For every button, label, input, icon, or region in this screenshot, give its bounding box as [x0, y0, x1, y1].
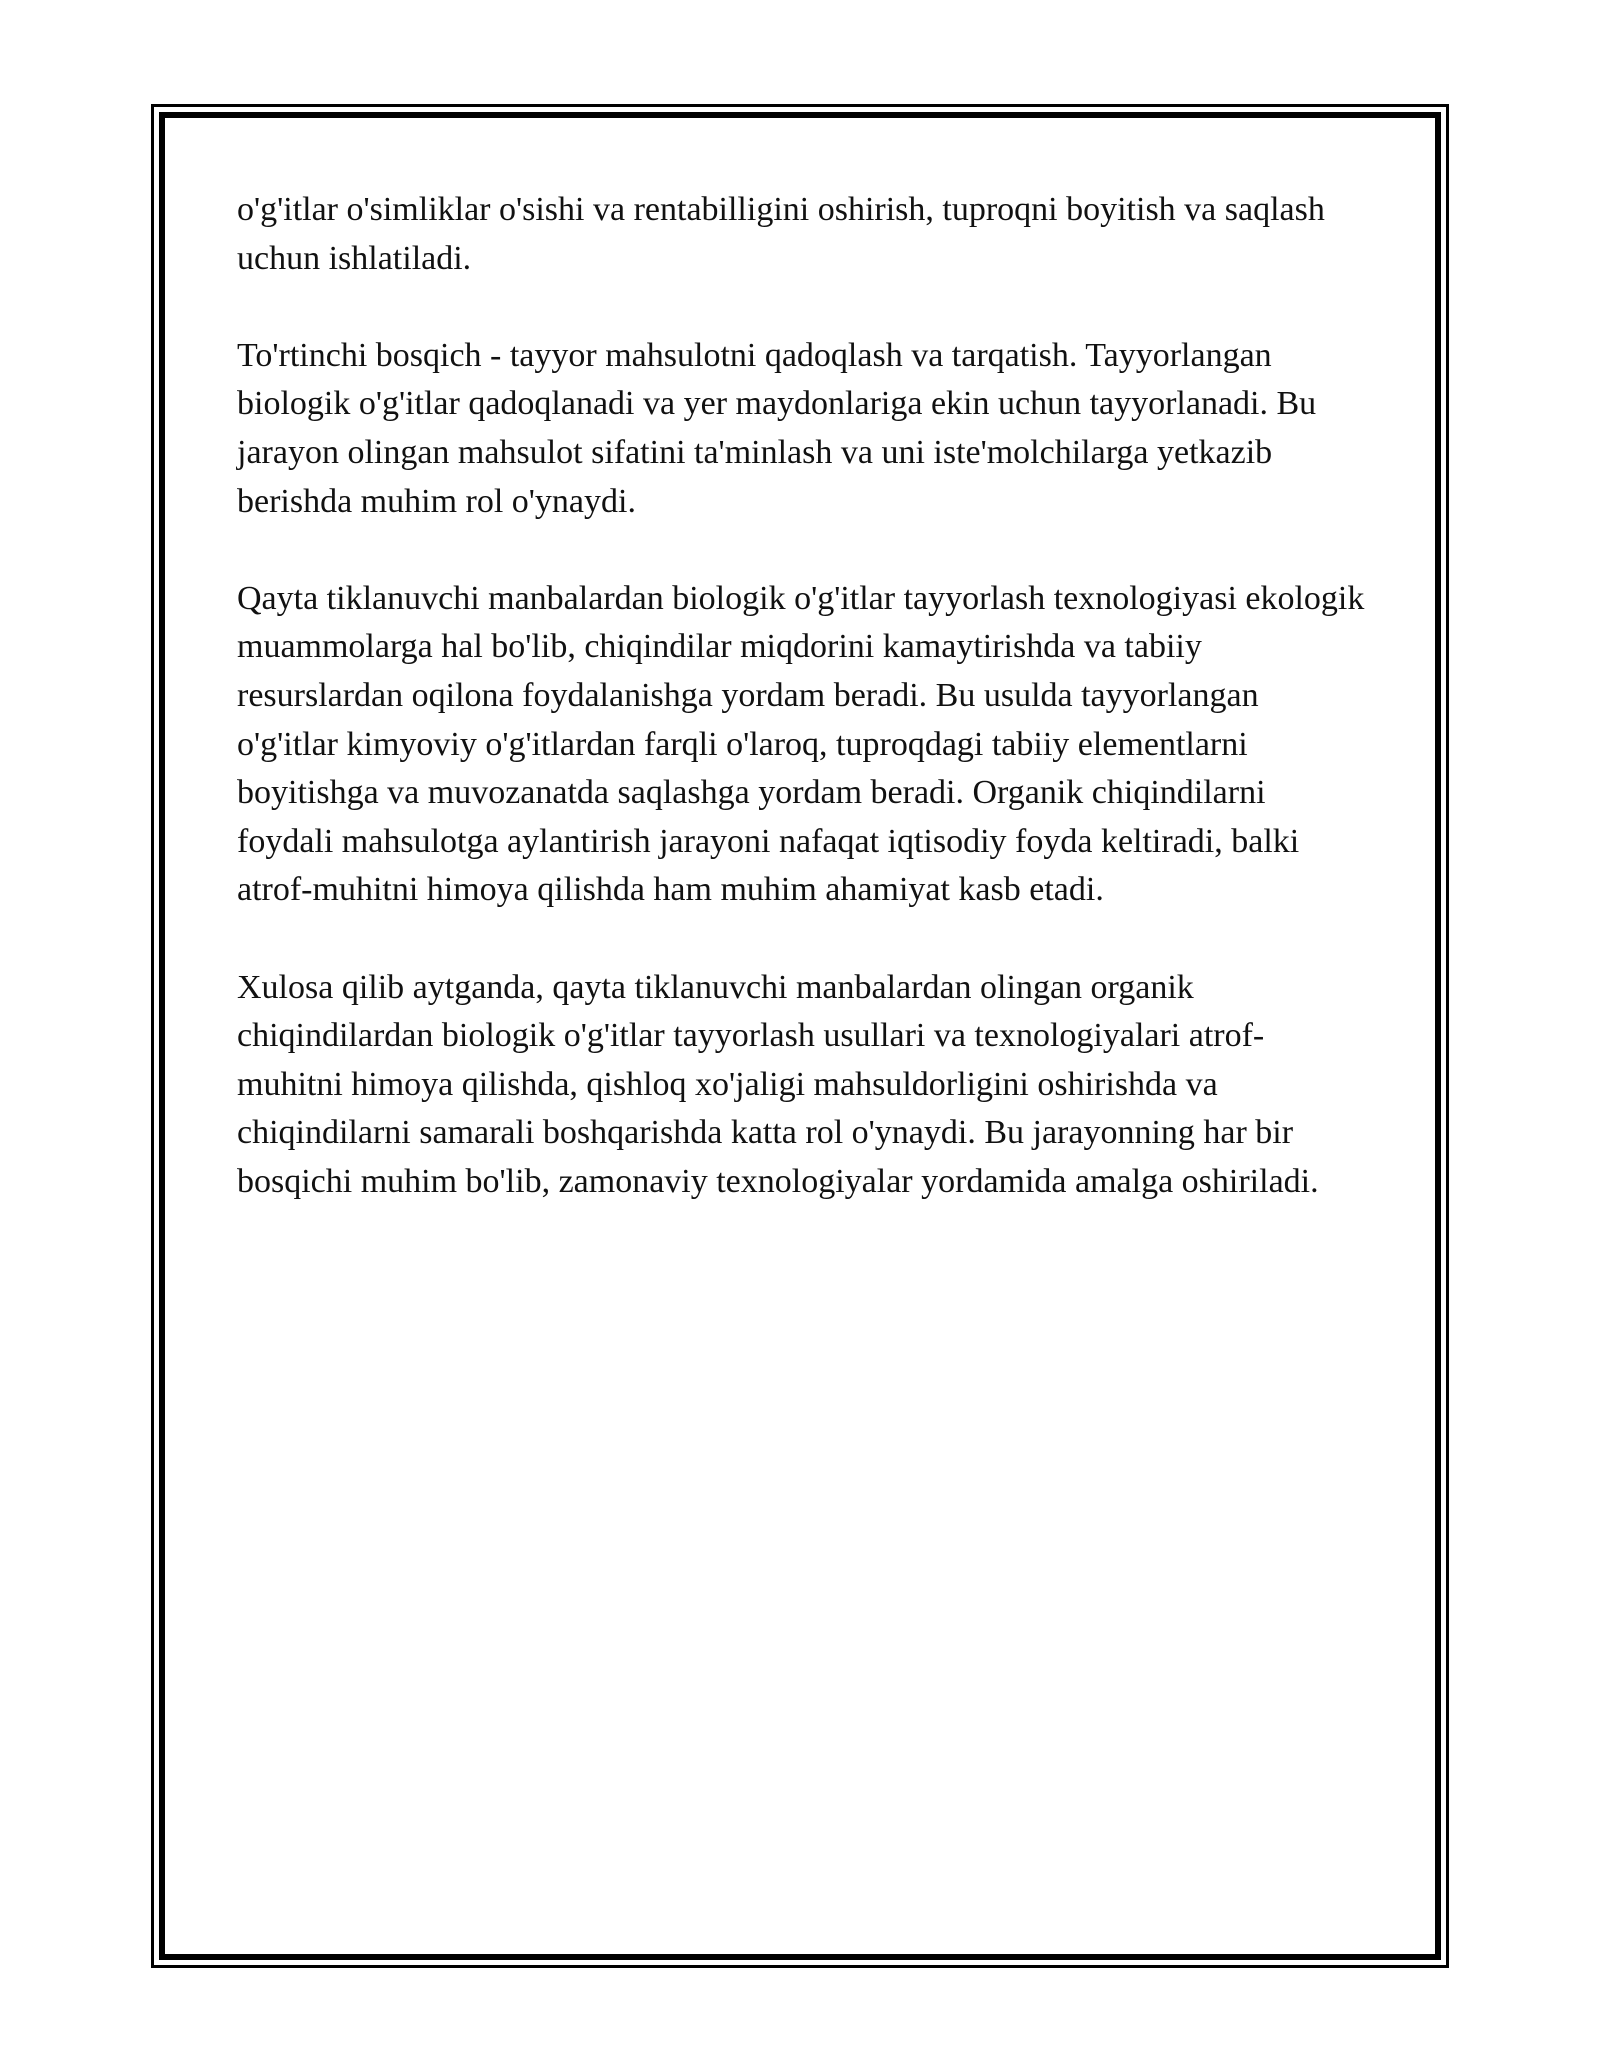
- document-body: [237, 186, 1367, 1255]
- paragraph-conclusion: Xulosa qilib aytganda, qayta tiklanuvchi manbalardan olingan organik chiqindilardan biologik o'g'itlar tayyorlash usullari va texnologiyalari atrof-muhitni himoya qilishda, qishloq xo'jaligi mahsuldorligini oshirishda va chiqindilarni samarali boshqarishda katta rol o'ynaydi. Bu jarayonning har bir bosqichi muhim bo'lib, zamonaviy texnologiyalar yordamida amalga oshiriladi.: [237, 968, 1319, 1200]
- paragraph-technology-benefits: Qayta tiklanuvchi manbalardan biologik o'g'itlar tayyorlash texnologiyasi ekologik muammolarga hal bo'lib, chiqindilar miqdorini kamaytirishda va tabiiy resurslardan oqilona foydalanishga yordam beradi. Bu usulda tayyorlangan o'g'itlar kimyoviy o'g'itlardan farqli o'laroq, tuproqdagi tabiiy elementlarni boyitishga va muvozanatda saqlashga yordam beradi. Organik chiqindilarni foydali mahsulotga aylantirish jarayoni nafaqat iqtisodiy foyda keltiradi, balki atrof-muhitni himoya qilishda ham muhim ahamiyat kasb etadi.: [237, 579, 1365, 909]
- paragraph-fourth-stage: To'rtinchi bosqich - tayyor mahsulotni qadoqlash va tarqatish. Tayyorlangan biologik o'g'itlar qadoqlanadi va yer maydonlariga ekin uchun tayyorlanadi. Bu jarayon olingan mahsulot sifatini ta'minlash va uni iste'molchilarga yetkazib berishda muhim rol o'ynaydi.: [237, 336, 1317, 520]
- paragraph-fertilizer-usage: o'g'itlar o'simliklar o'sishi va rentabilligini oshirish, tuproqni boyitish va saqlash uchun ishlatiladi.: [237, 191, 1325, 277]
